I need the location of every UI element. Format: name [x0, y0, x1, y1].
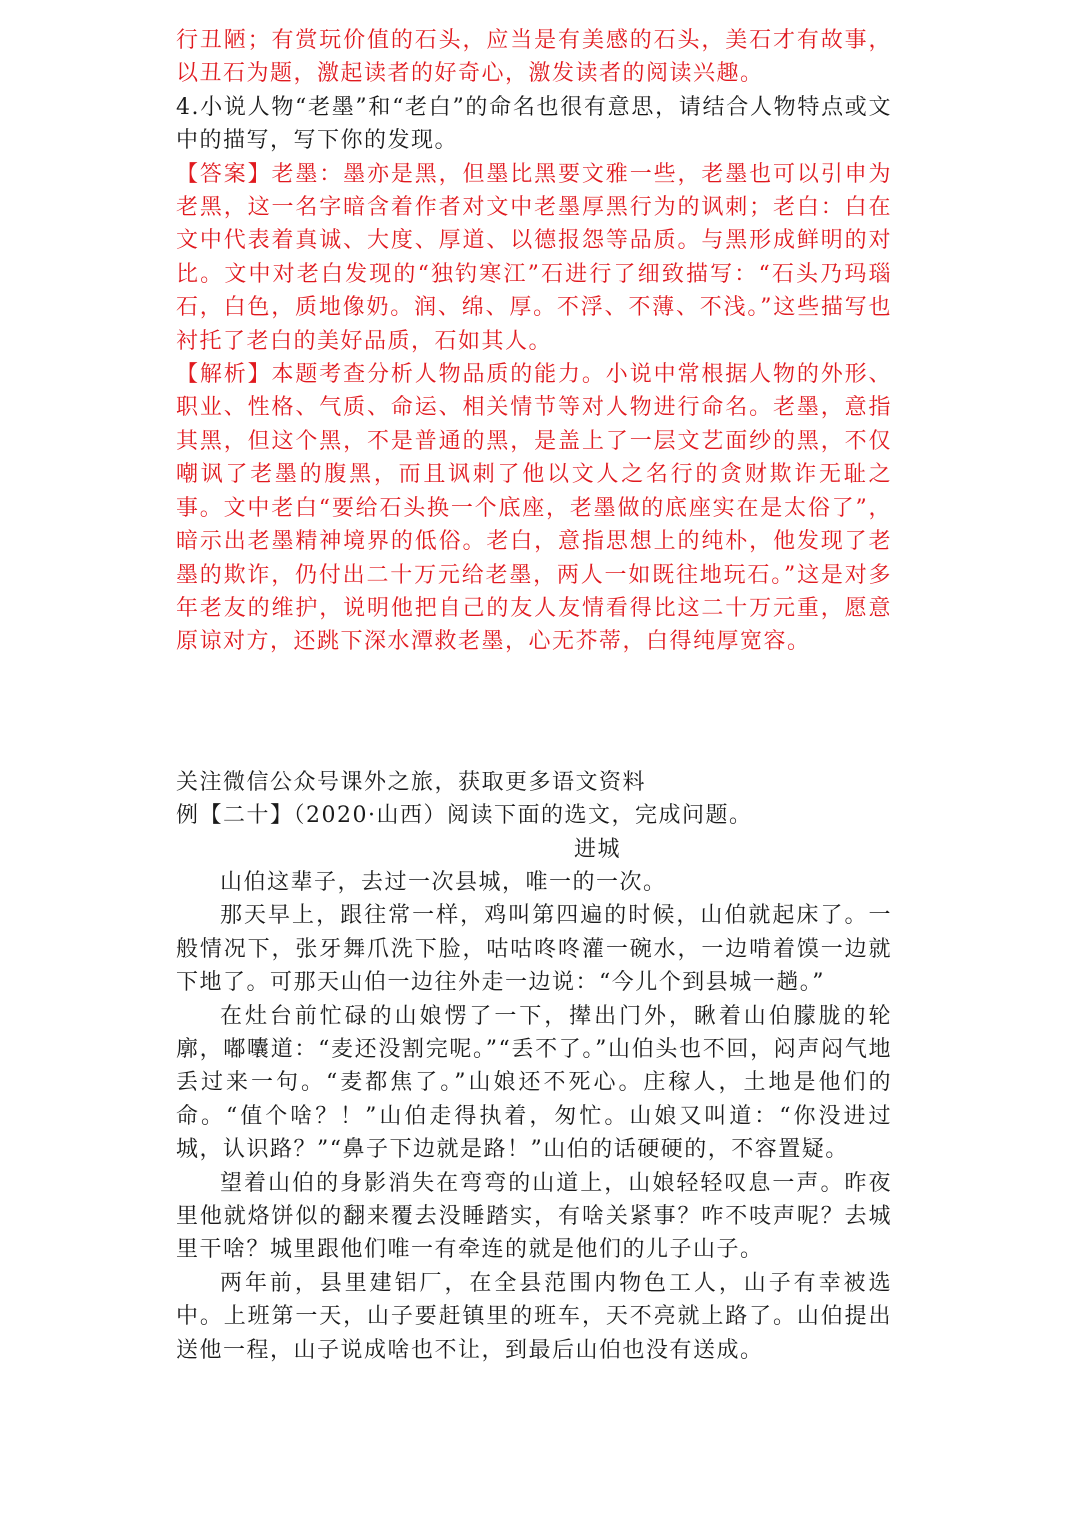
analysis-tag: 【解析】 — [176, 362, 272, 388]
example-heading: 例【二十】（2020·山西）阅读下面的选文，完成问题。 — [176, 803, 753, 829]
question-4: 4.小说人物“老墨”和“老白”的命名也很有意思，请结合人物特点或文中的描写，写下你的发现。 — [176, 94, 892, 154]
answer-continuation: 行丑陋；有赏玩价值的石头，应当是有美感的石头，美石才有故事，以丑石为题，激起读者的好奇心，激发读者的阅读兴趣。 — [176, 28, 892, 87]
document-body — [176, 24, 892, 1367]
analysis-block — [176, 358, 892, 659]
answer-block — [176, 158, 892, 358]
section-spacer — [176, 659, 892, 766]
analysis-text: 本题考查分析人物品质的能力。小说中常根据人物的外形、职业、性格、气质、命运、相关情节等对人物进行命名。老墨，意指其黑，但这个黑，不是普通的黑，是盖上了一层文艺面纱的黑，不仅嘲讽了老墨的腹黑，而且讽刺了他以文人之名行的贪财欺诈无耻之事。文中老白“要给石头换一个底座，老墨做的底座实在是太俗了”，暗示出老墨精神境界的低俗。老白，意指思想上的纯朴，他发现了老墨的欺诈，仍付出二十万元给老墨，两人一如既往地玩石。”这是对多年老友的维护，说明他把自己的友人友情看得比这二十万元重，愿意原谅对方，还跳下深水潭救老墨，心无芥蒂，白得纯厚宽容。 — [176, 362, 892, 655]
story-paragraph: 那天早上，跟往常一样，鸡叫第四遍的时候，山伯就起床了。一般情况下，张牙舞爪洗下脸，咕咕咚咚灌一碗水，一边啃着馍一边就下地了。可那天山伯一边往外走一边说：“今儿个到县城一趟。” — [176, 903, 892, 996]
story-paragraph: 山伯这辈子，去过一次县城，唯一的一次。 — [220, 869, 667, 895]
story-paragraph: 在灶台前忙碌的山娘愣了一下，撵出门外，瞅着山伯朦胧的轮廓，嘟囔道：“麦还没割完呢。”“丢不了。”山伯头也不回，闷声闷气地丢过来一句。“麦都焦了。”山娘还不死心。庄稼人，土地是他们的命。“值个啥？！”山伯走得执着，匆忙。山娘又叫道：“你没进过城，认识路？”“鼻子下边就是路！”山伯的话硬硬的，不容置疑。 — [176, 1003, 892, 1163]
answer-tag: 【答案】 — [176, 161, 272, 187]
answer-text: 老墨：墨亦是黑，但墨比黑要文雅一些，老墨也可以引申为老黑，这一名字暗含着作者对文中老墨厚黑行为的讽刺；老白：白在文中代表着真诚、大度、厚道、以德报怨等品质。与黑形成鲜明的对比。文中对老白发现的“独钓寒江”石进行了细致描写：“石头乃玛瑙石，白色，质地像奶。润、绵、厚。不浮、不薄、不浅。”这些描写也衬托了老白的美好品质，石如其人。 — [176, 161, 892, 354]
story-paragraph: 望着山伯的身影消失在弯弯的山道上，山娘轻轻叹息一声。昨夜里他就烙饼似的翻来覆去没睡踏实，有啥关紧事？咋不吱声呢？去城里干啥？城里跟他们唯一有牵连的就是他们的儿子山子。 — [176, 1170, 892, 1263]
promo-line: 关注微信公众号课外之旅，获取更多语文资料 — [176, 769, 647, 795]
story-paragraph: 两年前，县里建铝厂，在全县范围内物色工人，山子有幸被选中。上班第一天，山子要赶镇里的班车，天不亮就上路了。山伯提出送他一程，山子说成啥也不让，到最后山伯也没有送成。 — [176, 1270, 892, 1363]
story-title: 进城 — [574, 836, 622, 862]
